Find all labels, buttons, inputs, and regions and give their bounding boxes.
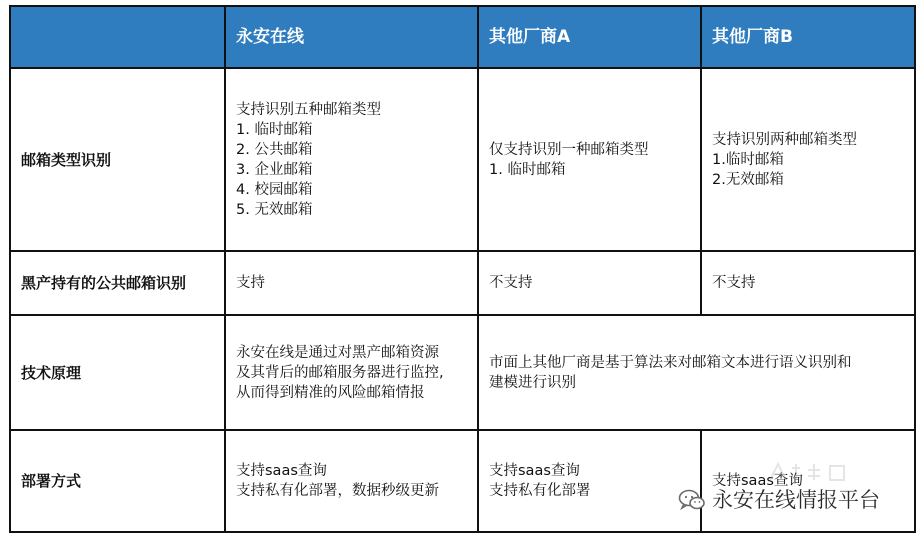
- row-label: 黑产持有的公共邮箱识别: [10, 251, 225, 315]
- cell-line: 支持saas查询: [236, 463, 327, 479]
- cell-vendor-b: [701, 68, 915, 251]
- cell-vendor-a: [478, 251, 701, 315]
- header-corner: [10, 6, 225, 68]
- cell-line: 支持saas查询: [489, 463, 580, 479]
- cell-line: 2. 公共邮箱: [236, 141, 313, 158]
- cell-line: 及其背后的邮箱服务器进行监控,: [236, 364, 444, 381]
- table-row-tech-principle: [10, 315, 915, 430]
- cell-line: 1. 临时邮箱: [236, 121, 313, 138]
- cell-line: 支持识别五种邮箱类型: [236, 101, 381, 118]
- table-row-public-email: [10, 251, 915, 315]
- row-label: 部署方式: [10, 430, 225, 532]
- watermark-text: 永安在线情报平台: [712, 488, 880, 512]
- header-col-vendor-b: 其他厂商B: [701, 6, 915, 68]
- table-row-email-type: [10, 68, 915, 251]
- comparison-table: [9, 5, 916, 533]
- cell-yongan: [225, 68, 478, 251]
- cell-vendor-b: [701, 251, 915, 315]
- cell-vendor-a: [478, 430, 701, 532]
- cell-line: 支持私有化部署: [489, 483, 591, 499]
- cell-line: 3. 企业邮箱: [236, 161, 313, 178]
- cell-line: 建模进行识别: [489, 374, 576, 391]
- cell-line: 市面上其他厂商是基于算法来对邮箱文本进行语义识别和: [489, 354, 852, 371]
- row-label: 邮箱类型识别: [10, 68, 225, 251]
- cell-other-vendors: [478, 315, 915, 430]
- cell-line: 不支持: [489, 275, 533, 291]
- cell-line: 4. 校园邮箱: [236, 181, 313, 198]
- cell-line: 1.临时邮箱: [712, 151, 784, 168]
- cell-line: 仅支持识别一种邮箱类型: [489, 141, 649, 158]
- cell-yongan: [225, 430, 478, 532]
- cell-line: 1. 临时邮箱: [489, 161, 566, 178]
- header-col-vendor-a: 其他厂商A: [478, 6, 701, 68]
- cell-line: 支持saas查询: [712, 473, 803, 489]
- cell-line: 不支持: [712, 275, 756, 291]
- cell-line: 2.无效邮箱: [712, 171, 784, 188]
- cell-vendor-a: [478, 68, 701, 251]
- cell-line: 永安在线是通过对黑产邮箱资源: [236, 344, 439, 361]
- cell-yongan: [225, 315, 478, 430]
- table-row-deployment: [10, 430, 915, 532]
- cell-line: 支持识别两种邮箱类型: [712, 131, 857, 148]
- cell-line: 5. 无效邮箱: [236, 201, 313, 218]
- cell-yongan: [225, 251, 478, 315]
- cell-line: 从而得到精准的风险邮箱情报: [236, 384, 425, 401]
- cell-line: 支持私有化部署，数据秒级更新: [236, 483, 439, 499]
- header-col-yongan: 永安在线: [225, 6, 478, 68]
- cell-line: 支持: [236, 275, 265, 291]
- row-label: 技术原理: [10, 315, 225, 430]
- header-row: [10, 6, 915, 68]
- cell-vendor-b: [701, 430, 915, 532]
